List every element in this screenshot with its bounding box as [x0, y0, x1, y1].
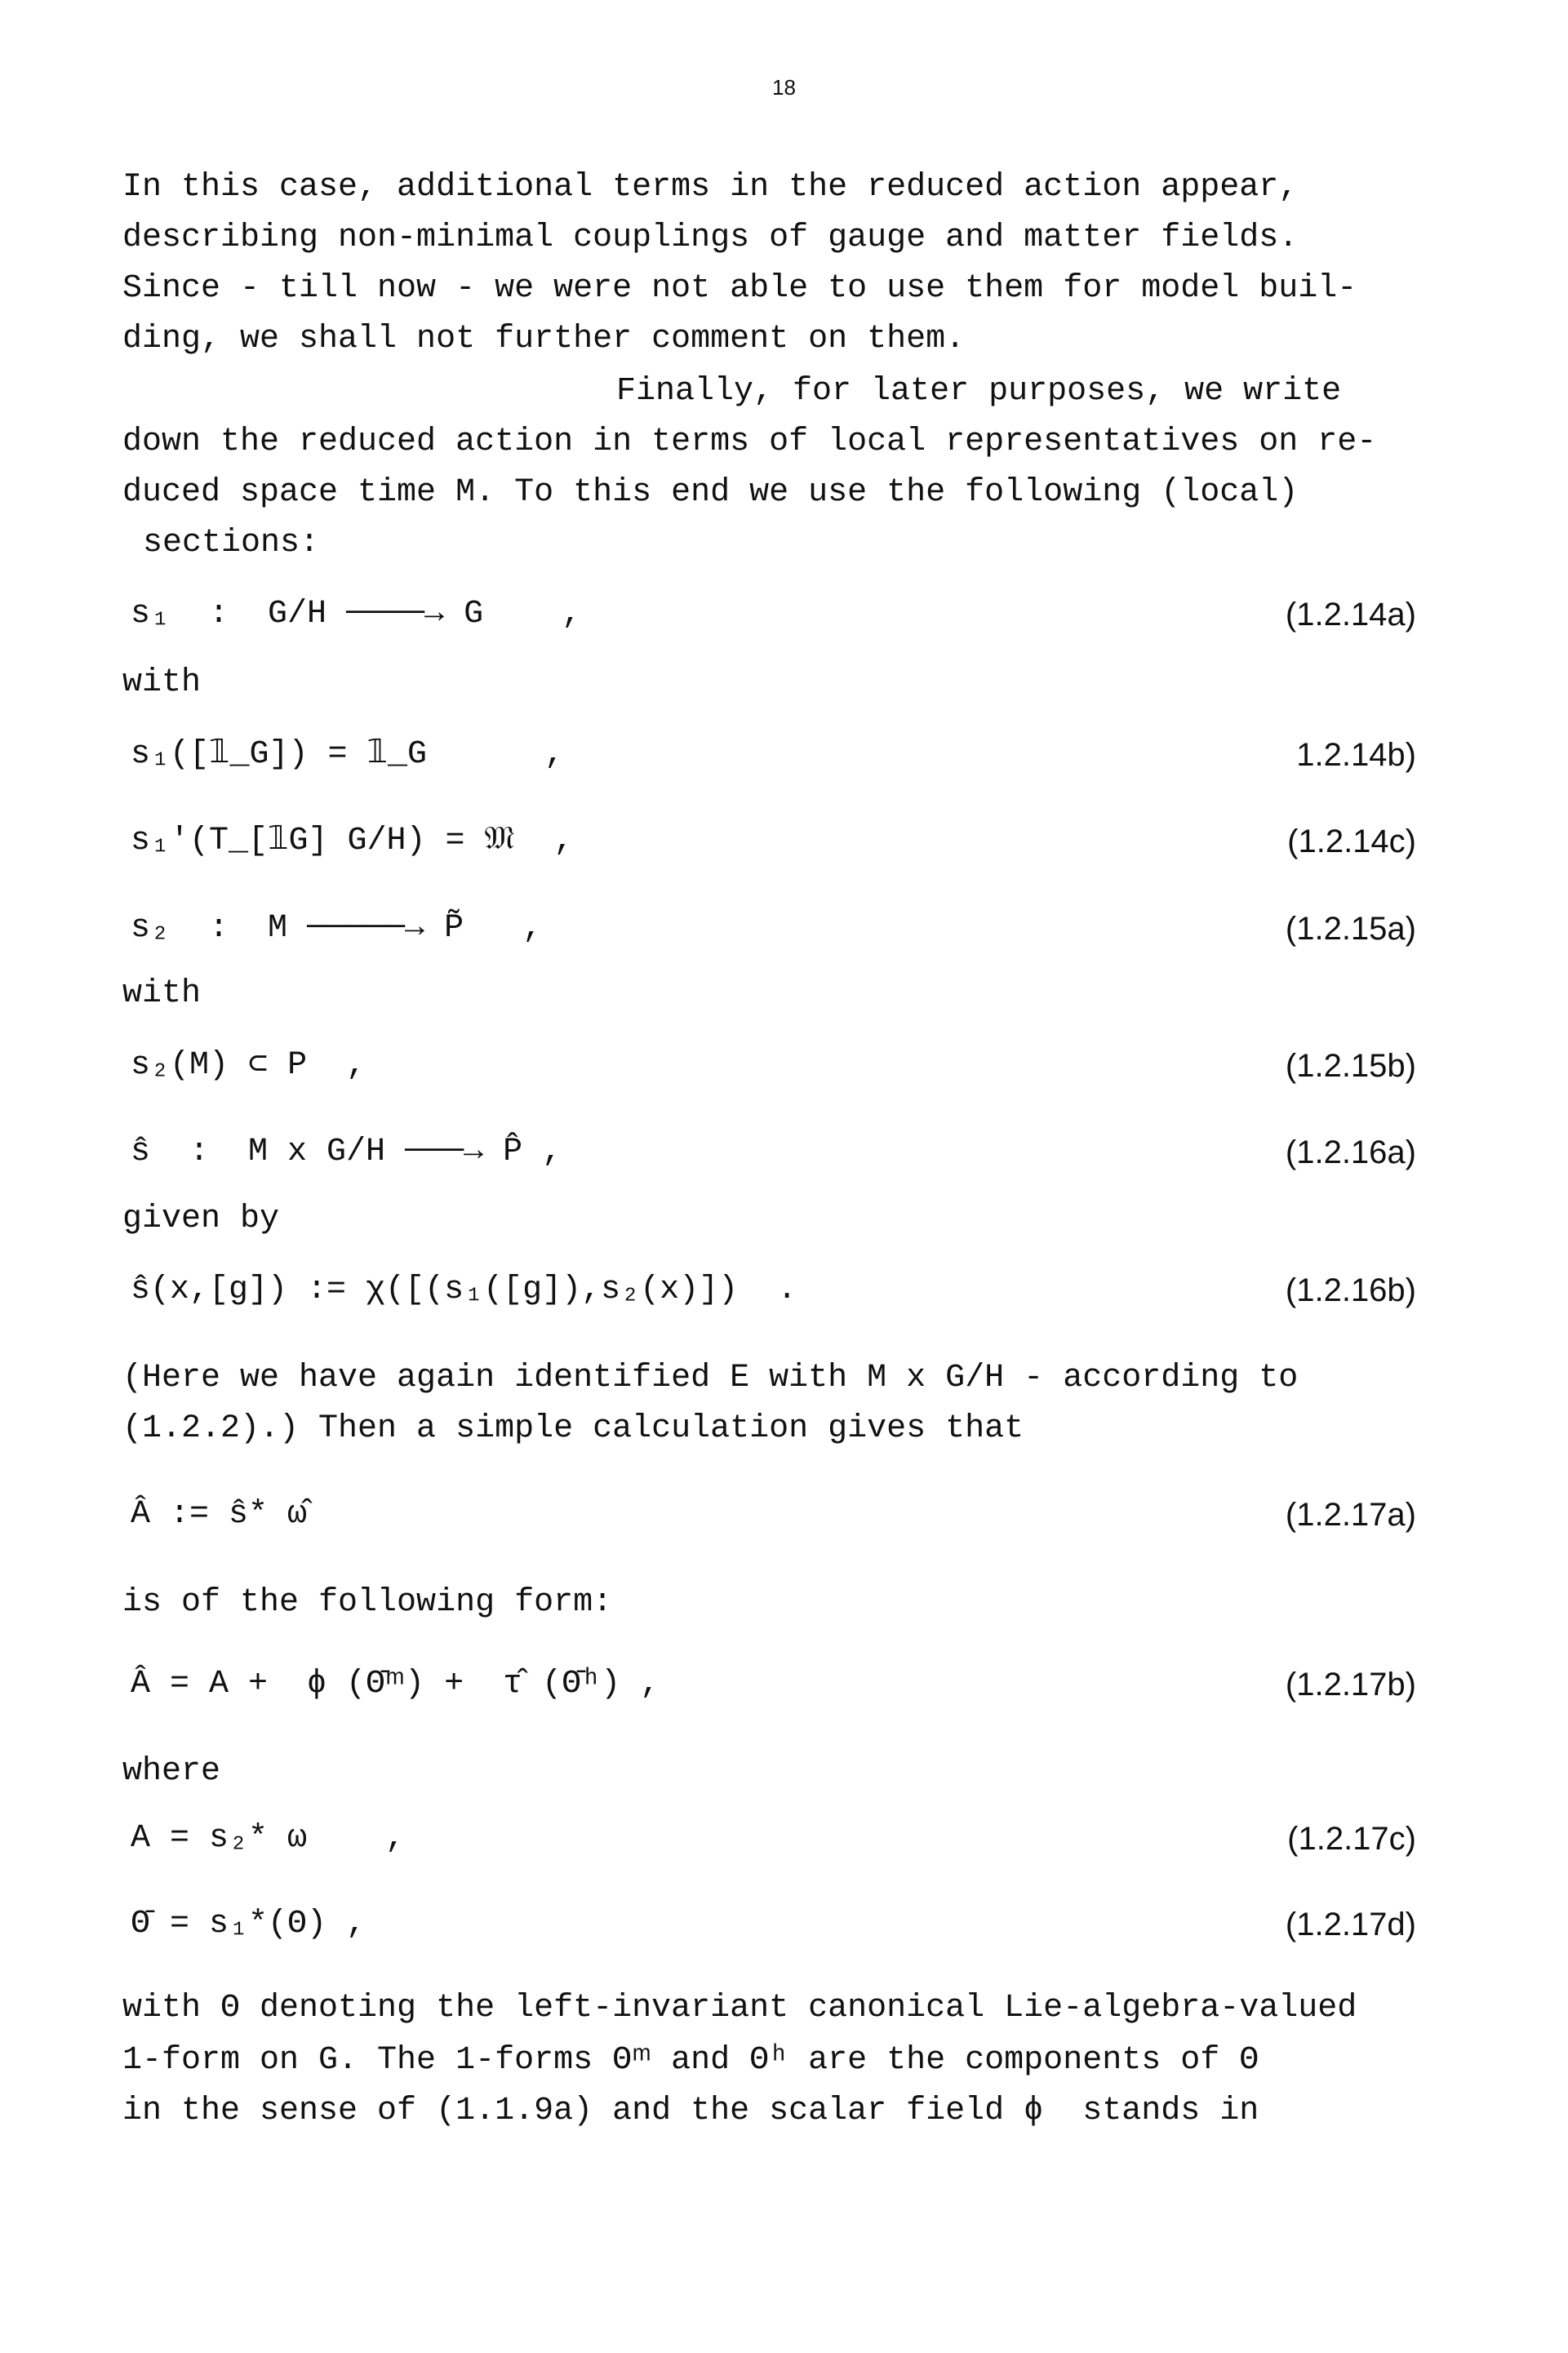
equation-number: (1.2.17c)	[1287, 1821, 1416, 1857]
text-line: duced space time M. To this end we use the following (local)	[122, 474, 1299, 511]
equation-number: (1.2.17b)	[1285, 1667, 1416, 1703]
equation-1-2-14b: s₁([𝟙_G]) = 𝟙_G ,	[131, 736, 564, 773]
text-line: (1.2.2).) Then a simple calculation gives that	[122, 1410, 1024, 1447]
connector-text: is of the following form:	[122, 1584, 613, 1621]
connector-text: with	[122, 664, 202, 701]
text-line: in the sense of (1.1.9a) and the scalar field ϕ stands in	[122, 2093, 1259, 2129]
connector-text: with	[122, 975, 202, 1012]
equation-number: (1.2.17d)	[1285, 1907, 1416, 1942]
equation-1-2-17b: Â = A + ϕ (Θ̄ᵐ) + τ̂ (Θ̄ʰ) ,	[131, 1666, 660, 1703]
equation-1-2-15b: s₂(M) ⊂ P ,	[131, 1047, 366, 1084]
text-line: ding, we shall not further comment on them.	[122, 321, 966, 357]
equation-number: (1.2.16a)	[1285, 1134, 1416, 1170]
text-line: In this case, additional terms in the reduced action appear,	[122, 169, 1299, 206]
connector-text: given by	[122, 1201, 280, 1237]
equation-1-2-17a: Â := ŝ* ω̂	[131, 1496, 308, 1533]
page-number: 18	[772, 75, 796, 100]
equation-number: (1.2.15a)	[1285, 911, 1416, 947]
equation-1-2-14c: s₁′(T_[𝟙G] G/H) = 𝔐 ,	[131, 823, 574, 859]
equation-1-2-14a: s₁ : G/H ────→ G ,	[131, 596, 582, 633]
text-line: down the reduced action in terms of local representatives on re-	[122, 424, 1377, 460]
connector-text: where	[122, 1753, 221, 1790]
text-line: with Θ denoting the left-invariant canonical Lie-algebra-valued	[122, 1990, 1357, 2027]
text-line: Since - till now - we were not able to use them for model buil-	[122, 270, 1357, 307]
text-line: (Here we have again identified E with M x G/H - according to	[122, 1360, 1299, 1396]
text-line: Finally, for later purposes, we write	[616, 373, 1342, 410]
equation-1-2-17c: A = s₂* ω ,	[131, 1820, 406, 1857]
equation-number: (1.2.16b)	[1285, 1272, 1416, 1308]
text-line: sections:	[143, 525, 320, 562]
equation-1-2-16a: ŝ : M x G/H ───→ P̂ ,	[131, 1134, 562, 1170]
equation-1-2-15a: s₂ : M ─────→ P̃ ,	[131, 910, 543, 947]
equation-number: (1.2.15b)	[1285, 1048, 1416, 1084]
equation-number: 1.2.14b)	[1296, 737, 1416, 773]
text-line: 1-form on G. The 1-forms Θᵐ and Θʰ are the components of Θ	[122, 2042, 1259, 2079]
equation-1-2-16b: ŝ(x,[g]) := χ([(s₁([g]),s₂(x)]) .	[131, 1272, 797, 1308]
equation-number: (1.2.14c)	[1287, 824, 1416, 859]
text-line: describing non-minimal couplings of gauge and matter fields.	[122, 220, 1299, 256]
equation-1-2-17d: Θ̄ = s₁*(Θ) ,	[131, 1906, 366, 1942]
equation-number: (1.2.14a)	[1285, 597, 1416, 633]
equation-number: (1.2.17a)	[1285, 1497, 1416, 1533]
